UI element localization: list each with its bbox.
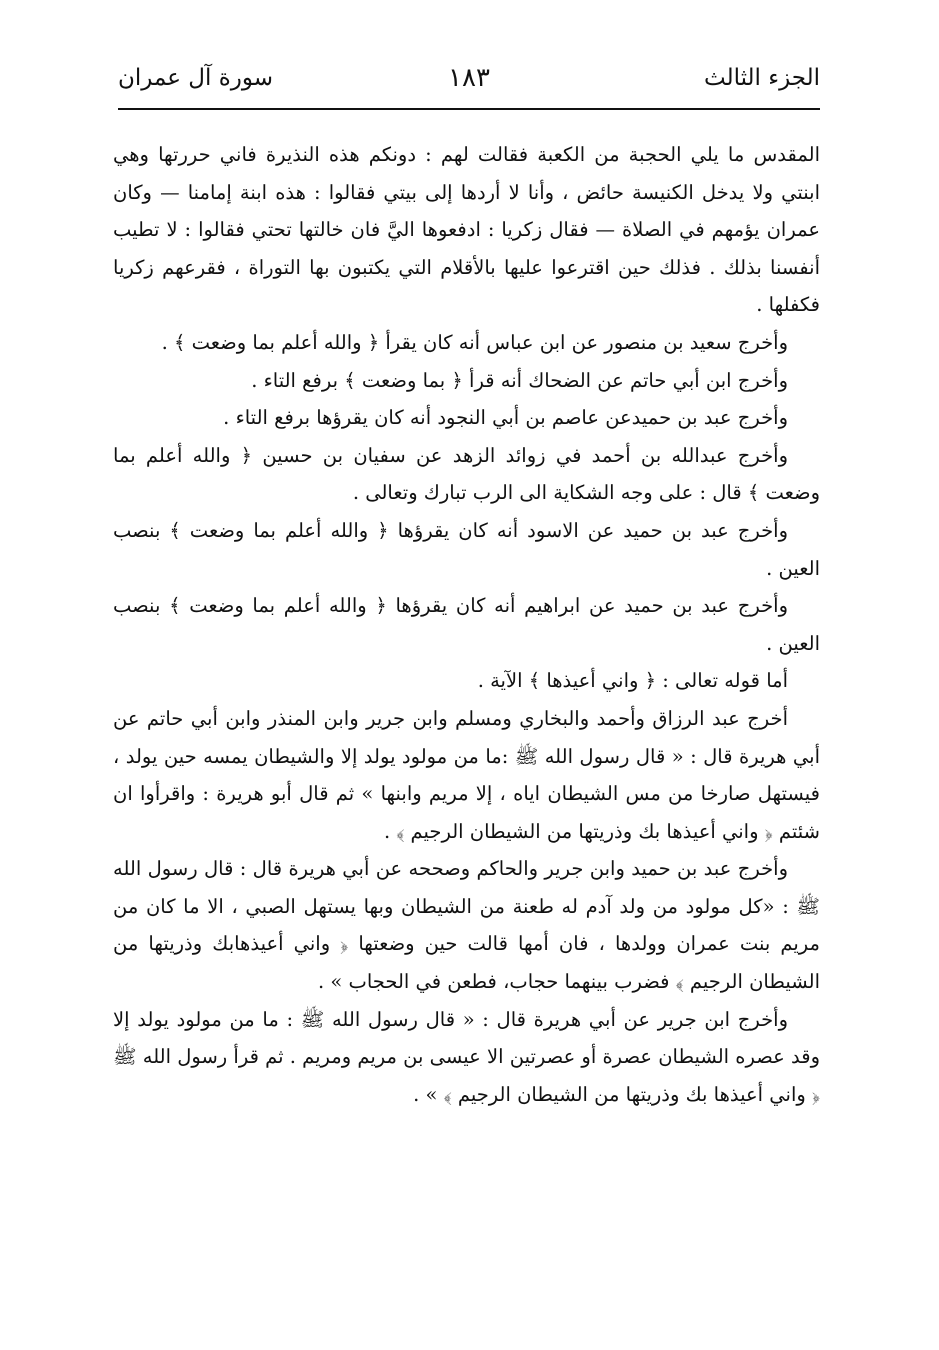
paragraph: وأخرج ابن أبي حاتم عن الضحاك أنه قرأ ﴿ بما وضعت ﴾ برفع التاء . <box>251 368 788 392</box>
paragraph: وأخرج عبد بن حميد عن ابراهيم أنه كان يقرؤها ﴿ والله أعلم بما وضعت ﴾ بنصب العين . <box>113 594 820 655</box>
paragraph: المقدس ما يلي الحجبة من الكعبة فقالت لهم : دونكم هذه النذيرة فاني حررتها وهي ابنتي ولا يدخل الكنيسة حائض ، وأنا لا أردها إلى بيتي فقالوا : هذه ابنة إمامنا — وكان عمران يؤمهم في الصلاة — فقال زكريا : ادفعوها اليَّ فان خالتها تحتي فقالوا : لا تطيب أنفسنا بذلك . فذلك حين اقترعوا عليها بالأقلام التي يكتبون بها التوراة ، فقرعهم زكريا فكفلها . <box>113 143 820 317</box>
paragraph: وأخرج ابن جرير عن أبي هريرة قال : « قال رسول الله ﷺ : ما من مولود يولد إلا وقد عصره الشيطان عصرة أو عصرتين الا عيسى بن مريم ومريم . ثم قرأ رسول الله ﷺ ﴿ واني أعيذها بك وذريتها من الشيطان الرجيم ﴾ » . <box>113 1007 820 1106</box>
surah-title: سورة آل عمران <box>118 65 274 91</box>
paragraph: وأخرج عبدالله بن أحمد في زوائد الزهد عن سفيان بن حسين ﴿ والله أعلم بما وضعت ﴾ قال : على وجه الشكاية الى الرب تبارك وتعالى . <box>113 443 820 505</box>
paragraph: أخرج عبد الرزاق وأحمد والبخاري ومسلم وابن جرير وابن المنذر وابن أبي حاتم عن أبي هريرة قال : « قال رسول الله ﷺ :ما من مولود يولد إلا والشيطان يمسه حين يولد ، فيستهل صارخا من مس الشيطان اياه ، إلا مريم وابنها » ثم قال أبو هريرة : واقرأوا ان شئتم ﴿ واني أعيذها بك وذريتها من الشيطان الرجيم ﴾ . <box>113 706 820 843</box>
paragraph: وأخرج سعيد بن منصور عن ابن عباس أنه كان يقرأ ﴿ والله أعلم بما وضعت ﴾ . <box>161 330 788 354</box>
part-title: الجزء الثالث <box>704 65 820 91</box>
running-header <box>118 60 820 96</box>
paragraph: وأخرج عبد بن حميد وابن جرير والحاكم وصححه عن أبي هريرة قال : قال رسول الله ﷺ : «كل مولود من ولد آدم له طعنة من الشيطان وبها يستهل الصبي ، الا ما كان من مريم بنت عمران وولدها ، فان أمها قالت حين وضعتها ﴿ واني أعيذهابك وذريتها من الشيطان الرجيم ﴾ فضرب بينهما حجاب، فطعن في الحجاب » . <box>113 857 820 994</box>
page-body <box>113 136 820 1113</box>
paragraph: وأخرج عبد بن حميدعن عاصم بن أبي النجود أنه كان يقرؤها برفع التاء . <box>223 406 788 430</box>
header-divider <box>118 108 820 110</box>
paragraph: وأخرج عبد بن حميد عن الاسود أنه كان يقرؤها ﴿ والله أعلم بما وضعت ﴾ بنصب العين . <box>113 518 820 580</box>
page-number: ١٨٣ <box>448 63 490 93</box>
paragraph: أما قوله تعالى : ﴿ واني أعيذها ﴾ الآية . <box>477 669 788 693</box>
